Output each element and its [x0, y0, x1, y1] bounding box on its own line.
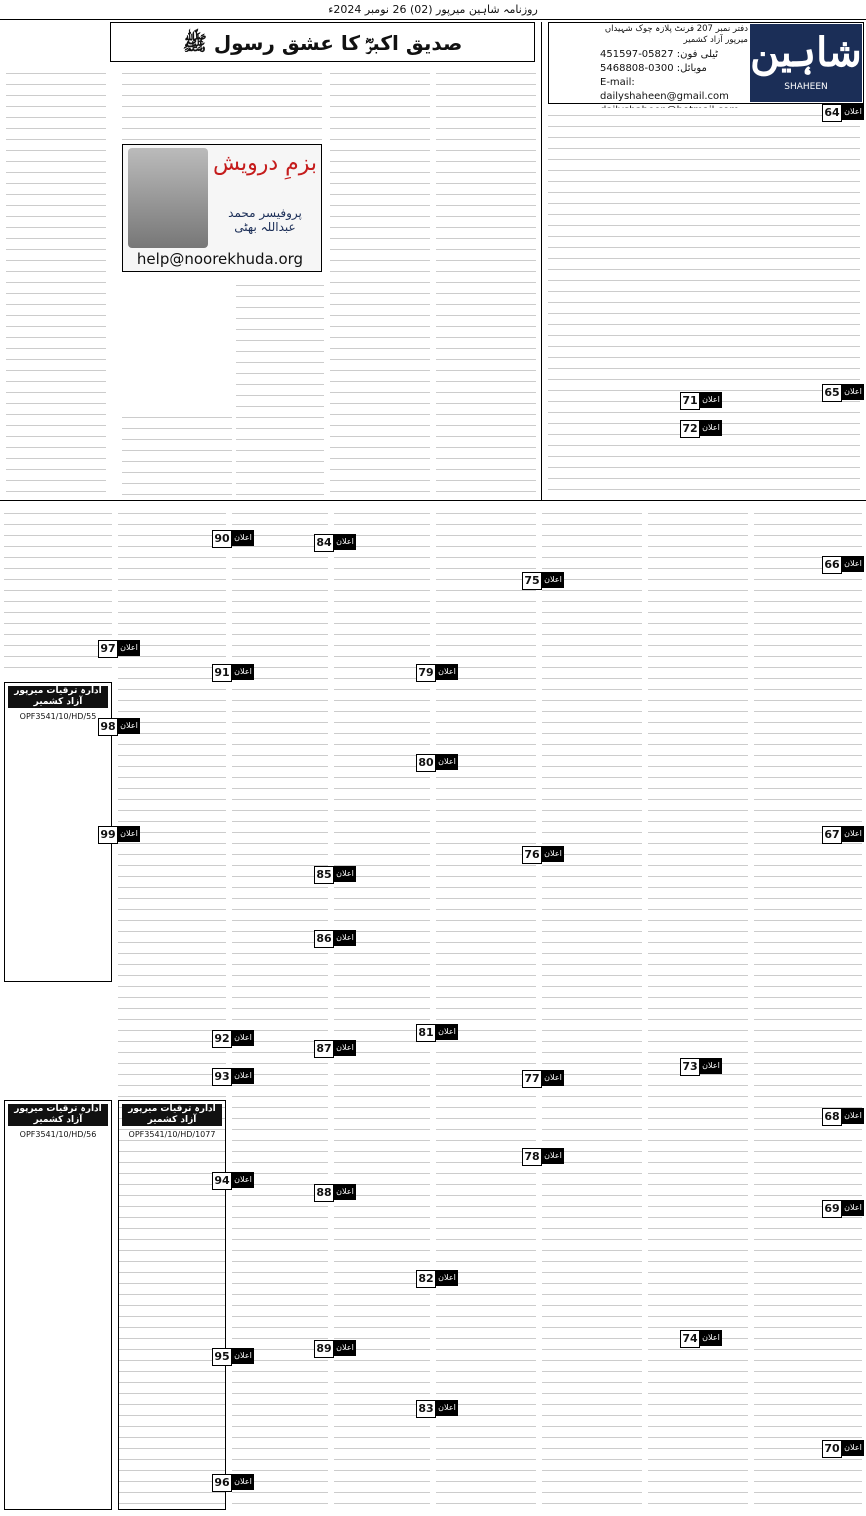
ad-number: 66	[822, 556, 842, 574]
ad-number: 89	[314, 1340, 334, 1358]
ad-label: اعلان	[334, 1184, 356, 1200]
phone: 05827-451597	[600, 49, 674, 60]
classified-col-8	[754, 506, 862, 1512]
notice-ref: OPF3541/10/HD/1077	[128, 1130, 216, 1139]
column-title: بزمِ درویش	[212, 151, 318, 176]
ad-number: 92	[212, 1030, 232, 1048]
email-1[interactable]: dailyshaheen@gmail.com	[600, 91, 729, 102]
ad-number: 72	[680, 420, 700, 438]
ad-number: 68	[822, 1108, 842, 1126]
ad-label: اعلان	[232, 1030, 254, 1046]
ad-label: اعلان	[542, 572, 564, 588]
ad-label: اعلان	[842, 104, 864, 120]
ad-number: 65	[822, 384, 842, 402]
article-column-2-bottom	[236, 278, 324, 496]
phone-label: ٹیلی فون	[680, 49, 719, 60]
ad-label: اعلان	[700, 1330, 722, 1346]
ad-label: اعلان	[842, 1200, 864, 1216]
notice-ref: OPF3541/10/HD/56	[19, 1130, 97, 1139]
ad-label: اعلان	[232, 1348, 254, 1364]
ad-number: 81	[416, 1024, 436, 1042]
section-divider	[0, 500, 866, 501]
office-address: دفتر نمبر 207 فرنٹ پلازہ چوک شہیداں میرپور آزاد کشمیر	[604, 24, 748, 45]
ad-number: 75	[522, 572, 542, 590]
classified-col-6	[542, 506, 642, 1512]
ad-label: اعلان	[334, 534, 356, 550]
ad-label: اعلان	[118, 826, 140, 842]
author-photo	[128, 148, 208, 248]
notice-title: ادارہ ترقیات میرپور آزاد کشمیر	[8, 686, 108, 708]
public-notice-3	[118, 1100, 226, 1510]
ad-label: اعلان	[842, 826, 864, 842]
ad-number: 84	[314, 534, 334, 552]
dateline: روزنامہ شاہین میرپور (02) 26 نومبر 2024ء	[0, 0, 866, 20]
article-column-2-top	[122, 66, 322, 140]
notice-ref: OPF3541/10/HD/55	[19, 712, 97, 721]
ad-label: اعلان	[700, 420, 722, 436]
ad-number: 71	[680, 392, 700, 410]
ad-label: اعلان	[842, 1440, 864, 1456]
ad-number: 64	[822, 104, 842, 122]
ad-label: اعلان	[232, 1172, 254, 1188]
ad-label: اعلان	[232, 1474, 254, 1490]
ad-number: 87	[314, 1040, 334, 1058]
classified-col-7	[648, 506, 748, 1512]
ad-number: 97	[98, 640, 118, 658]
ad-number: 85	[314, 866, 334, 884]
column-author: پروفیسر محمد عبداللہ بھٹی	[228, 206, 302, 234]
logo-text: شاہین	[750, 29, 862, 76]
classified-col-1	[4, 506, 112, 676]
ad-number: 90	[212, 530, 232, 548]
ad-number: 86	[314, 930, 334, 948]
ad-label: اعلان	[334, 930, 356, 946]
ad-number: 95	[212, 1348, 232, 1366]
ad-number: 83	[416, 1400, 436, 1418]
ad-number: 77	[522, 1070, 542, 1088]
article-column-3	[330, 66, 430, 496]
ad-number: 99	[98, 826, 118, 844]
ad-label: اعلان	[334, 866, 356, 882]
ad-label: اعلان	[232, 1068, 254, 1084]
article-column-4	[436, 66, 536, 496]
ad-number: 94	[212, 1172, 232, 1190]
ad-label: اعلان	[436, 1270, 458, 1286]
ad-number: 73	[680, 1058, 700, 1076]
ad-number: 82	[416, 1270, 436, 1288]
ad-label: اعلان	[334, 1040, 356, 1056]
ad-label: اعلان	[436, 1400, 458, 1416]
article-headline: صدیق اکبرؓ کا عشق رسول ﷺ	[110, 22, 535, 62]
ad-label: اعلان	[232, 530, 254, 546]
article-column-1	[6, 66, 106, 496]
ad-number: 91	[212, 664, 232, 682]
mobile: 0300-5468808	[600, 63, 674, 74]
ad-number: 98	[98, 718, 118, 736]
ad-number: 69	[822, 1200, 842, 1218]
ad-label: اعلان	[700, 1058, 722, 1074]
ad-label: اعلان	[542, 846, 564, 862]
contact-block: ٹیلی فون: 05827-451597 موبائل: 0300-5468808 E-mail: dailyshaheen@gmail.com	[600, 48, 748, 118]
ad-label: اعلان	[842, 384, 864, 400]
ad-label: اعلان	[436, 754, 458, 770]
classified-col-5	[436, 506, 536, 1512]
ad-number: 67	[822, 826, 842, 844]
column-divider	[541, 22, 542, 500]
ad-number: 76	[522, 846, 542, 864]
ad-number: 74	[680, 1330, 700, 1348]
notice-title: ادارہ ترقیات میرپور آزاد کشمیر	[8, 1104, 108, 1126]
logo-sub: SHAHEEN	[784, 82, 828, 92]
ad-label: اعلان	[436, 1024, 458, 1040]
email-label: E-mail	[600, 77, 632, 88]
ad-label: اعلان	[334, 1340, 356, 1356]
mobile-label: موبائل	[680, 63, 707, 74]
ad-label: اعلان	[118, 640, 140, 656]
ad-label: اعلان	[542, 1070, 564, 1086]
ad-number: 79	[416, 664, 436, 682]
ad-label: اعلان	[118, 718, 140, 734]
ad-label: اعلان	[232, 664, 254, 680]
ad-number: 88	[314, 1184, 334, 1202]
column-email[interactable]: help@noorekhuda.org	[136, 250, 304, 268]
article-column-2-lower	[122, 410, 232, 496]
public-notice-1	[4, 682, 112, 982]
ad-label: اعلان	[436, 664, 458, 680]
ad-number: 78	[522, 1148, 542, 1166]
ad-label: اعلان	[842, 1108, 864, 1124]
ad-label: اعلان	[842, 556, 864, 572]
ad-number: 80	[416, 754, 436, 772]
public-notice-2	[4, 1100, 112, 1510]
ad-number: 70	[822, 1440, 842, 1458]
ad-label: اعلان	[542, 1148, 564, 1164]
ad-number: 93	[212, 1068, 232, 1086]
classified-col-4	[334, 506, 430, 1512]
ad-label: اعلان	[700, 392, 722, 408]
news-column-top	[548, 108, 860, 498]
newspaper-logo	[750, 24, 862, 102]
notice-title: ادارہ ترقیات میرپور آزاد کشمیر	[122, 1104, 222, 1126]
ad-number: 96	[212, 1474, 232, 1492]
